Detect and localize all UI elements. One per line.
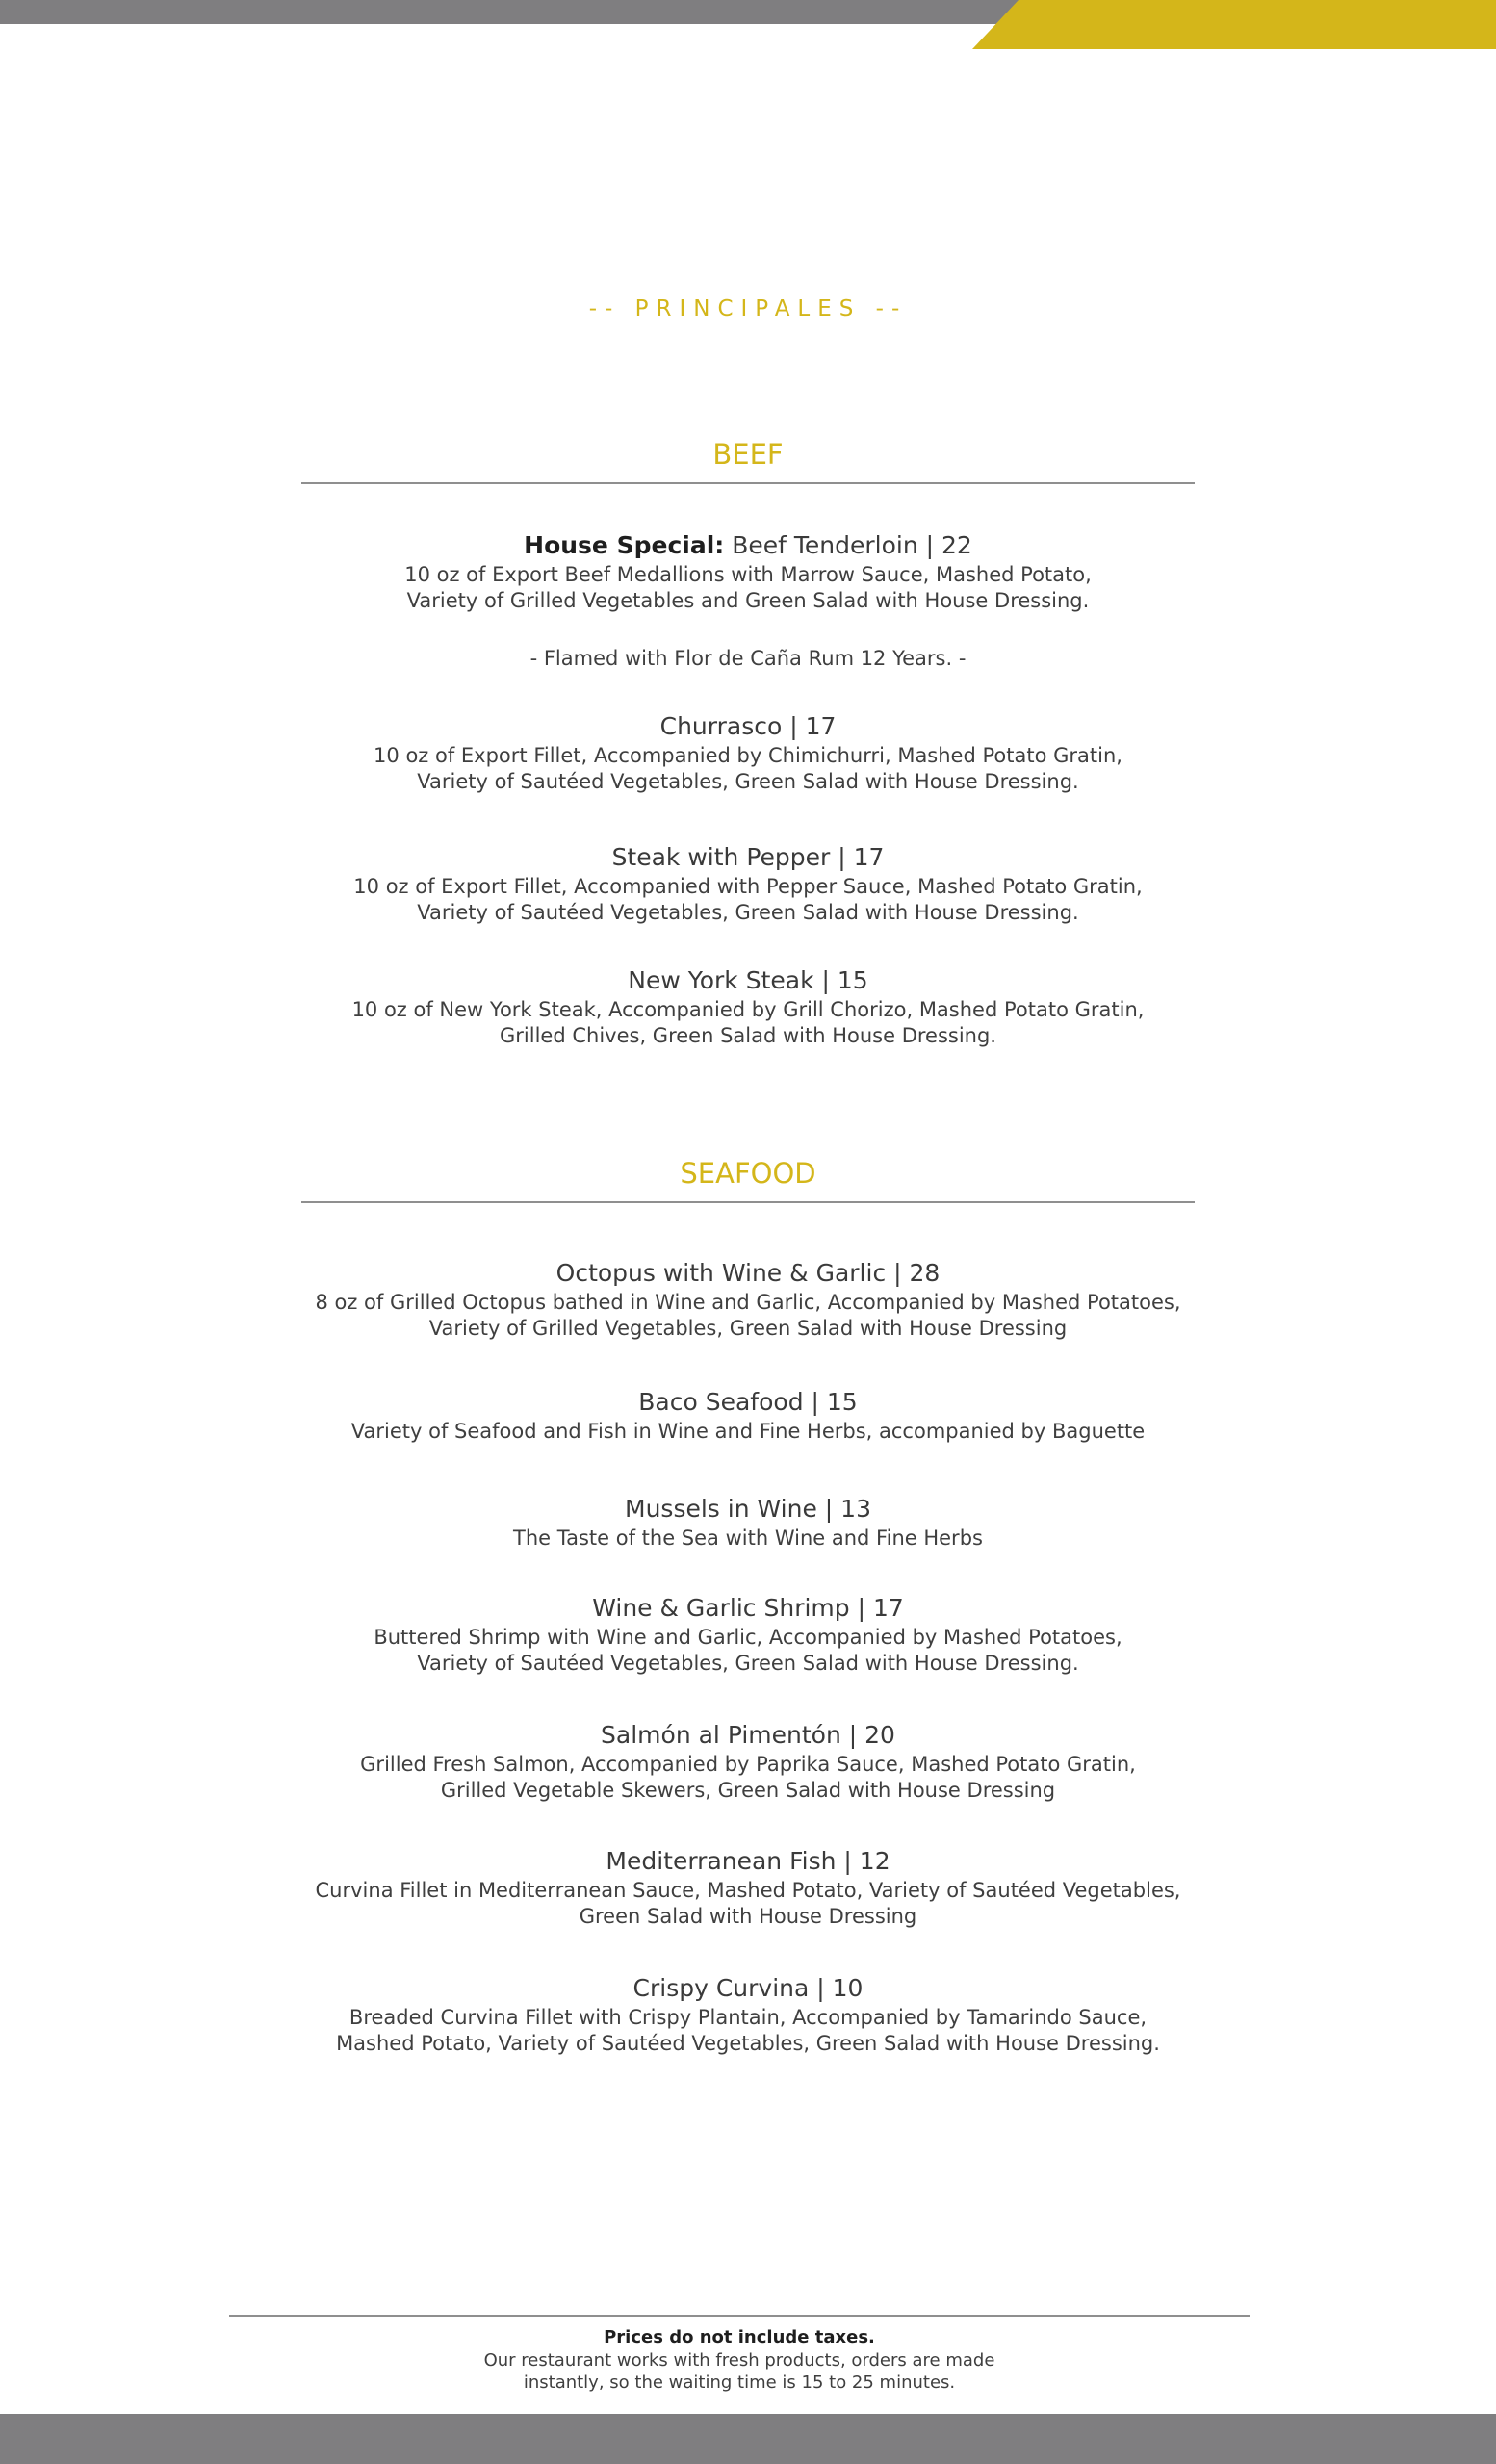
top-accent-stripe	[972, 0, 1496, 49]
footer-note: instantly, so the waiting time is 15 to 25 minutes.	[523, 2373, 956, 2393]
category-seafood	[301, 1154, 1195, 1203]
menu-item-description: Variety of Seafood and Fish in Wine and Fine Herbs, accompanied by Baguette	[350, 1420, 1146, 1443]
menu-item-name: Mediterranean Fish | 12	[606, 1847, 890, 1875]
menu-item-description: Mashed Potato, Variety of Sautéed Vegetables, Green Salad with House Dressing.	[336, 2032, 1160, 2055]
menu-item	[301, 1972, 1195, 2057]
section-heading: -- PRINCIPALES --	[588, 296, 908, 321]
menu-item-description: Variety of Grilled Vegetables, Green Salad with House Dressing	[428, 1317, 1068, 1340]
footer-note: Our restaurant works with fresh products, orders are made	[483, 2350, 995, 2371]
menu-item	[301, 964, 1195, 1049]
menu-item-description: Variety of Sautéed Vegetables, Green Salad with House Dressing.	[417, 901, 1079, 924]
menu-item-description: 8 oz of Grilled Octopus bathed in Wine and Garlic, Accompanied by Mashed Potatoes,	[315, 1291, 1181, 1314]
menu-item	[301, 1386, 1195, 1445]
menu-item-description: 10 oz of Export Beef Medallions with Marrow Sauce, Mashed Potato,	[404, 563, 1092, 586]
menu-item-description: 10 oz of New York Steak, Accompanied by Grill Chorizo, Mashed Potato Gratin,	[351, 998, 1145, 1021]
footer-divider	[229, 2315, 1250, 2317]
menu-item-name: New York Steak | 15	[628, 966, 868, 994]
menu-item	[301, 1719, 1195, 1804]
menu-item-description: Green Salad with House Dressing	[579, 1905, 917, 1928]
menu-item-name: Salmón al Pimentón | 20	[601, 1721, 895, 1749]
menu-item-description: Breaded Curvina Fillet with Crispy Plantain, Accompanied by Tamarindo Sauce,	[348, 2006, 1148, 2029]
menu-item	[301, 1592, 1195, 1677]
house-special-label: House Special:	[524, 531, 725, 559]
menu-item-name: Wine & Garlic Shrimp | 17	[592, 1594, 904, 1622]
category-title-beef: BEEF	[712, 438, 784, 471]
menu-item-name: Beef Tenderloin | 22	[732, 531, 972, 559]
menu-item-name: Crispy Curvina | 10	[632, 1974, 864, 2002]
menu-item	[301, 710, 1195, 795]
bottom-bar	[0, 2414, 1496, 2464]
tax-notice: Prices do not include taxes.	[604, 2327, 875, 2348]
special-note: - Flamed with Flor de Caña Rum 12 Years. -	[529, 647, 967, 670]
menu-item-description: 10 oz of Export Fillet, Accompanied with Pepper Sauce, Mashed Potato Gratin,	[353, 875, 1143, 898]
menu-item	[301, 529, 1195, 614]
menu-item-description: Grilled Chives, Green Salad with House Dressing.	[500, 1024, 996, 1047]
category-divider	[301, 482, 1195, 484]
menu-item-title	[301, 529, 1195, 562]
menu-item	[301, 1845, 1195, 1930]
menu-item-name: Octopus with Wine & Garlic | 28	[555, 1259, 941, 1287]
menu-item-name: Mussels in Wine | 13	[625, 1495, 871, 1523]
category-beef	[301, 435, 1195, 484]
menu-item-name: Steak with Pepper | 17	[611, 843, 885, 871]
menu-item	[301, 841, 1195, 926]
menu-item-description: The Taste of the Sea with Wine and Fine Herbs	[513, 1527, 983, 1550]
menu-item	[301, 1493, 1195, 1552]
menu-item-name: Churrasco | 17	[659, 712, 837, 740]
menu-item-description: Buttered Shrimp with Wine and Garlic, Accompanied by Mashed Potatoes,	[374, 1626, 1122, 1649]
menu-item	[301, 1257, 1195, 1342]
category-divider	[301, 1201, 1195, 1203]
menu-item-description: 10 oz of Export Fillet, Accompanied by Chimichurri, Mashed Potato Gratin,	[374, 744, 1122, 767]
footer	[229, 2315, 1250, 2394]
menu-item-name: Baco Seafood | 15	[638, 1388, 858, 1416]
category-title-seafood: SEAFOOD	[680, 1157, 816, 1190]
menu-item-description: Grilled Vegetable Skewers, Green Salad with House Dressing	[440, 1779, 1056, 1802]
menu-item-description: Variety of Grilled Vegetables and Green Salad with House Dressing.	[406, 589, 1090, 612]
menu-item-description: Grilled Fresh Salmon, Accompanied by Paprika Sauce, Mashed Potato Gratin,	[360, 1753, 1136, 1776]
menu-item-description: Variety of Sautéed Vegetables, Green Salad with House Dressing.	[417, 1652, 1079, 1675]
menu-item-description: Variety of Sautéed Vegetables, Green Salad with House Dressing.	[417, 770, 1079, 793]
menu-item-description: Curvina Fillet in Mediterranean Sauce, Mashed Potato, Variety of Sautéed Vegetables,	[315, 1879, 1181, 1902]
